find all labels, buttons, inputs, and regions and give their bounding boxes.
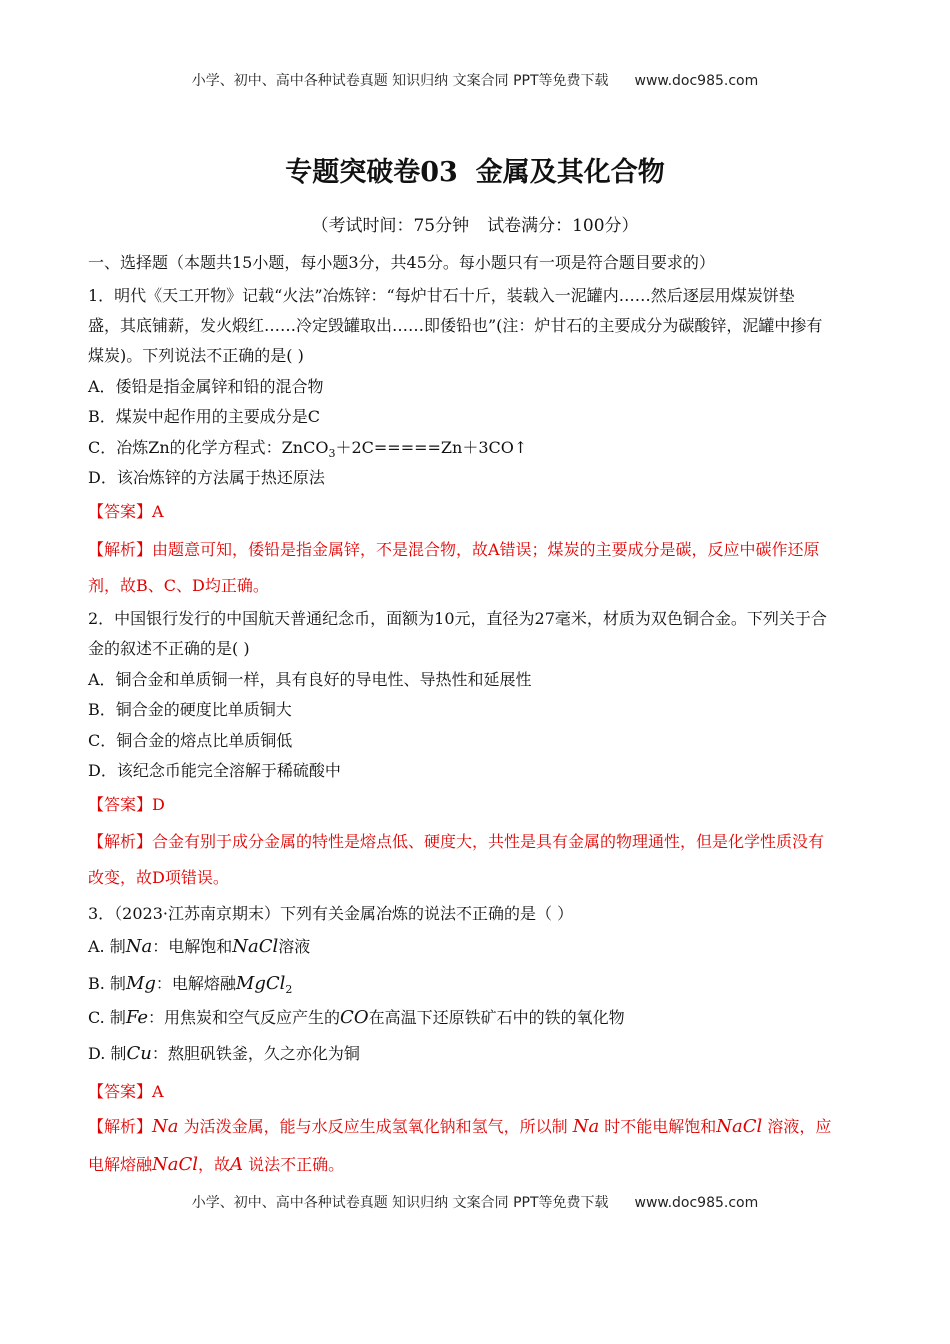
exam-score: 试卷满分：100分） bbox=[487, 216, 639, 236]
footer-text: 小学、初中、高中各种试卷真题 知识归纳 文案合同 PPT等免费下载 bbox=[191, 1195, 609, 1211]
section-heading: 一、选择题（本题共15小题，每小题3分，共45分。每小题只有一项是符合题目要求的） bbox=[88, 253, 715, 272]
q2-option-c: C．铜合金的熔点比单质铜低 bbox=[88, 731, 293, 750]
page-title bbox=[0, 150, 950, 189]
header-text: 小学、初中、高中各种试卷真题 知识归纳 文案合同 PPT等免费下载 bbox=[191, 73, 609, 89]
q1-answer: 【答案】A bbox=[88, 502, 164, 521]
q3-analysis-1: 【解析】Na 为活泼金属，能与水反应生成氢氧化钠和氢气，所以制 Na 时不能电解饱和NaCl 溶液，应 bbox=[88, 1116, 832, 1137]
q3-analysis-2: 电解熔融NaCl，故A 说法不正确。 bbox=[88, 1154, 345, 1175]
q3-answer: 【答案】A bbox=[88, 1082, 164, 1101]
q1-option-d: D．该冶炼锌的方法属于热还原法 bbox=[88, 468, 325, 487]
q1-option-c: C．冶炼Zn的化学方程式：ZnCO$_3$＋2C=====Zn＋3CO↑ bbox=[88, 438, 528, 461]
q2-analysis-1: 【解析】合金有别于成分金属的特性是熔点低、硬度大，共性是具有金属的物理通性，但是化学性质没有 bbox=[88, 832, 825, 851]
q2-option-b: B．铜合金的硬度比单质铜大 bbox=[88, 700, 292, 719]
title-part1: 专题突破卷03 bbox=[285, 157, 458, 188]
q2-analysis-2: 改变，故D项错误。 bbox=[88, 868, 229, 887]
q3-option-c: C. 制Fe：用焦炭和空气反应产生的CO在高温下还原铁矿石中的铁的氧化物 bbox=[88, 1007, 625, 1028]
q1-option-a: A．倭铅是指金属锌和铅的混合物 bbox=[88, 377, 324, 396]
page-footer bbox=[0, 1192, 950, 1212]
q2-stem-1: 2．中国银行发行的中国航天普通纪念币，面额为10元，直径为27毫米，材质为双色铜合金。下列关于合 bbox=[88, 609, 827, 628]
q1-stem-2: 盛，其底铺薪，发火煅红……冷定毁罐取出……即倭铅也”(注：炉甘石的主要成分为碳酸锌，泥罐中掺有 bbox=[88, 316, 823, 335]
exam-time: （考试时间：75分钟 bbox=[311, 216, 470, 236]
q1-stem-1: 1．明代《天工开物》记载“火法”冶炼锌：“每炉甘石十斤，装载入一泥罐内……然后逐层用煤炭饼垫 bbox=[88, 286, 795, 305]
page-header bbox=[0, 70, 950, 90]
q2-option-a: A．铜合金和单质铜一样，具有良好的导电性、导热性和延展性 bbox=[88, 670, 532, 689]
q3-option-d: D. 制Cu：熬胆矾铁釜，久之亦化为铜 bbox=[88, 1043, 360, 1064]
q2-option-d: D．该纪念币能完全溶解于稀硫酸中 bbox=[88, 761, 341, 780]
q3-option-b: B. 制Mg：电解熔融MgCl$_2$ bbox=[88, 973, 293, 997]
q3-stem: 3．（2023·江苏南京期末）下列有关金属冶炼的说法不正确的是（ ） bbox=[88, 904, 574, 923]
title-part2: 金属及其化合物 bbox=[475, 157, 665, 188]
footer-site: www.doc985.com bbox=[634, 1195, 759, 1211]
q1-analysis-2: 剂，故B、C、D均正确。 bbox=[88, 576, 269, 595]
q2-stem-2: 金的叙述不正确的是( ) bbox=[88, 639, 250, 658]
q1-stem-3: 煤炭)。下列说法不正确的是( ) bbox=[88, 346, 304, 365]
header-site: www.doc985.com bbox=[634, 73, 759, 89]
q1-option-b: B．煤炭中起作用的主要成分是C bbox=[88, 407, 321, 426]
exam-info bbox=[0, 211, 950, 236]
q1-analysis-1: 【解析】由题意可知，倭铅是指金属锌，不是混合物，故A错误；煤炭的主要成分是碳，反应中碳作还原 bbox=[88, 540, 820, 559]
q2-answer: 【答案】D bbox=[88, 795, 165, 814]
q3-option-a: A. 制Na：电解饱和NaCl溶液 bbox=[88, 936, 311, 957]
